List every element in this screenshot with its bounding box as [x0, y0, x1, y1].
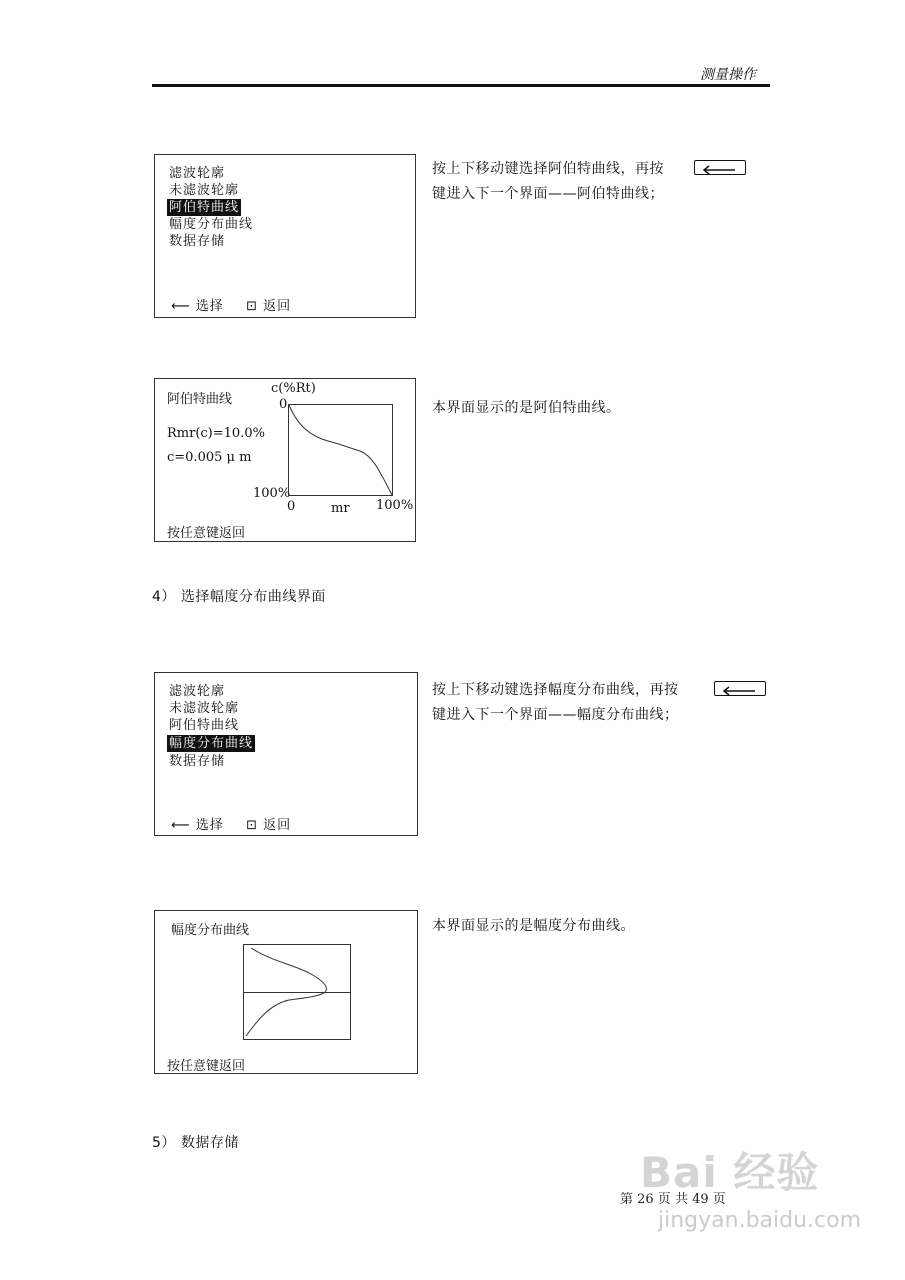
menu1-item-3[interactable]: 幅度分布曲线: [169, 217, 254, 232]
enter-arrow-icon: [715, 685, 764, 697]
menu2-description-line1: 按上下移动键选择幅度分布曲线，再按: [432, 682, 679, 698]
abbott-screen: [154, 378, 416, 542]
watermark-url: jingyan.baidu.com: [658, 1208, 862, 1233]
enter-key-icon: [694, 160, 746, 175]
abbott-rmr-value: Rmr(c)=10.0%: [167, 426, 265, 441]
amplitude-description: 本界面显示的是幅度分布曲线。: [432, 918, 635, 934]
amplitude-title: 幅度分布曲线: [171, 923, 250, 938]
menu1-item-4[interactable]: 数据存储: [169, 234, 226, 249]
abbott-c-value: c=0.005 μ m: [167, 450, 252, 465]
menu2-item-3-selected[interactable]: 幅度分布曲线: [169, 736, 254, 751]
abbott-footer: 按任意键返回: [167, 526, 246, 541]
menu2-item-0[interactable]: 滤波轮廓: [169, 684, 226, 699]
header-title: 测量操作: [700, 67, 756, 83]
abbott-y-axis-label: c(%Rt): [271, 381, 316, 396]
menu-screen-2: [154, 672, 418, 836]
abbott-x-axis-label: mr: [331, 501, 350, 516]
enter-arrow-icon: [695, 164, 744, 176]
abbott-description: 本界面显示的是阿伯特曲线。: [432, 400, 621, 416]
menu2-item-1[interactable]: 未滤波轮廓: [169, 701, 240, 716]
menu2-softkeys: [171, 814, 291, 833]
back-icon: ⊡: [246, 299, 258, 314]
menu2-item-4[interactable]: 数据存储: [169, 754, 226, 769]
softkey-back-label: 返回: [263, 299, 292, 314]
menu1-softkeys: [171, 295, 291, 314]
abbott-y-bottom-label: 100%: [253, 486, 291, 501]
abbott-x-left-label: 0: [287, 499, 296, 514]
menu1-item-1[interactable]: 未滤波轮廓: [169, 183, 240, 198]
menu2-item-2[interactable]: 阿伯特曲线: [169, 718, 240, 733]
header-rule: [152, 84, 770, 87]
softkey-select-label: 选择: [195, 299, 224, 314]
abbott-plot: [288, 404, 393, 496]
abbott-curve: [289, 405, 392, 495]
menu2-description-line2: 键进入下一个界面——幅度分布曲线；: [432, 707, 679, 723]
enter-key-icon: [714, 681, 766, 696]
menu1-description-line2: 键进入下一个界面——阿伯特曲线；: [432, 186, 664, 202]
enter-icon: ⟵: [171, 818, 191, 833]
section-4-heading: 4） 选择幅度分布曲线界面: [152, 589, 326, 605]
softkey-select-label: 选择: [195, 818, 224, 833]
footer-page-number: 第 26 页 共 49 页: [620, 1192, 726, 1207]
menu-screen-1: [154, 154, 416, 318]
watermark-logo: Bai 经验: [640, 1148, 820, 1197]
abbott-x-right-label: 100%: [376, 498, 414, 513]
amplitude-footer: 按任意键返回: [167, 1059, 246, 1074]
menu2-description: [432, 678, 679, 728]
menu1-description: [432, 157, 664, 207]
enter-icon: ⟵: [171, 299, 191, 314]
abbott-y-top-label: 0: [279, 397, 288, 412]
back-icon: ⊡: [246, 818, 258, 833]
menu1-description-line1: 按上下移动键选择阿伯特曲线，再按: [432, 161, 664, 177]
menu1-item-2-selected[interactable]: 阿伯特曲线: [169, 200, 240, 215]
softkey-back-label: 返回: [263, 818, 292, 833]
section-5-heading: 5） 数据存储: [152, 1135, 239, 1151]
amplitude-screen: [154, 910, 418, 1074]
menu1-item-0[interactable]: 滤波轮廓: [169, 166, 226, 181]
abbott-title: 阿伯特曲线: [167, 392, 233, 407]
amplitude-plot: [243, 944, 351, 1040]
abbott-plot-frame: [289, 405, 393, 496]
